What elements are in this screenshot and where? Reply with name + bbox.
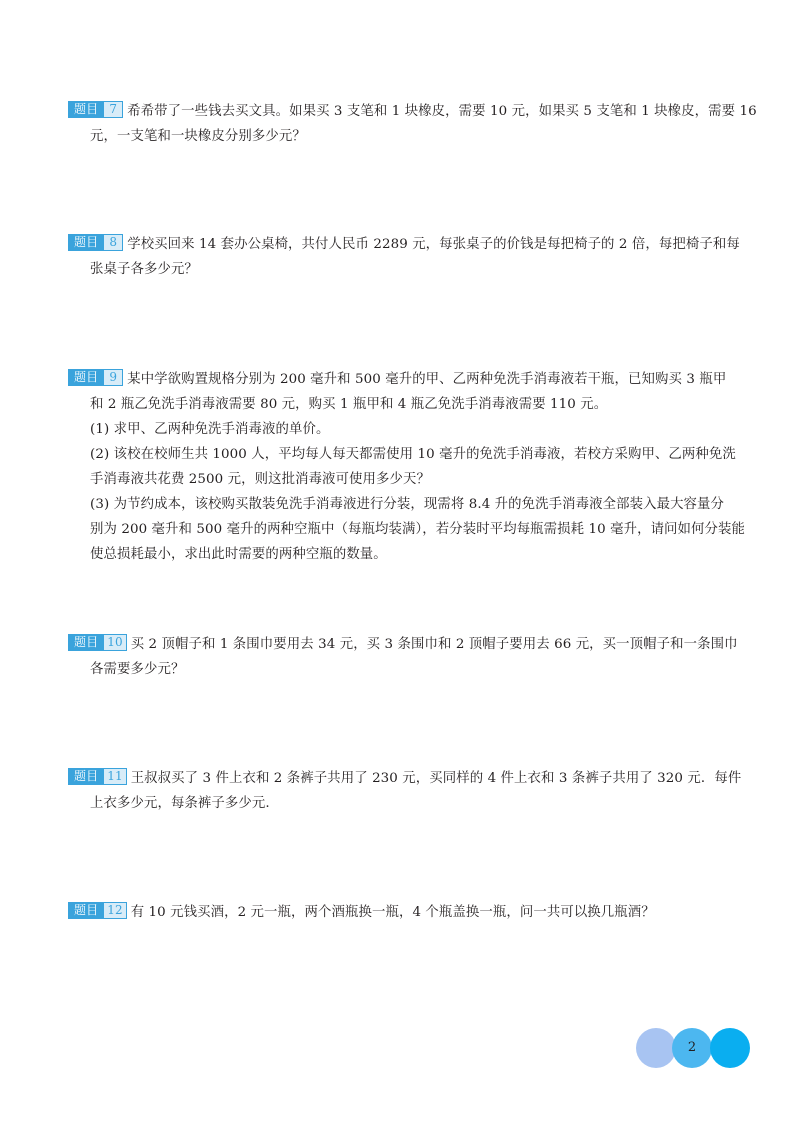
question-10 xyxy=(68,632,738,682)
question-tag-label: 题目 xyxy=(68,369,103,386)
question-number: 7 xyxy=(103,101,123,118)
question-7 xyxy=(68,99,757,149)
question-tag-label: 题目 xyxy=(68,634,103,651)
question-9 xyxy=(68,367,745,567)
question-line: 元，一支笔和一块橡皮分别多少元？ xyxy=(90,129,306,144)
question-line xyxy=(68,367,732,392)
question-text: 王叔叔买了 3 件上衣和 2 条裤子共用了 230 元，买同样的 4 件上衣和 3 条裤子共用了 320 元．每件 xyxy=(130,771,742,786)
sub-question-1: (1) 求甲、乙两种免洗手消毒液的单价。 xyxy=(90,422,330,437)
question-tag-label: 题目 xyxy=(68,101,103,118)
decorative-circle xyxy=(636,1028,676,1068)
decorative-circle xyxy=(710,1028,750,1068)
question-line: 使总损耗最小，求出此时需要的两种空瓶的数量。 xyxy=(90,547,387,562)
question-line: 上衣多少元，每条裤子多少元. xyxy=(90,796,270,811)
question-line xyxy=(68,632,738,657)
page-number-badge xyxy=(636,1028,752,1068)
question-line: 手消毒液共花费 2500 元，则这批消毒液可使用多少天？ xyxy=(90,472,430,487)
question-text: 有 10 元钱买酒，2 元一瓶，两个酒瓶换一瓶，4 个瓶盖换一瓶，问一共可以换几瓶酒？ xyxy=(130,905,655,920)
question-number: 12 xyxy=(103,902,126,919)
sub-question-3: (3) 为节约成本，该校购买散装免洗手消毒液进行分装，现需将 8.4 升的免洗手消毒液全部装入最大容量分 xyxy=(90,497,725,512)
question-number: 10 xyxy=(103,634,126,651)
question-text: 学校买回来 14 套办公桌椅，共付人民币 2289 元，每张桌子的价钱是每把椅子的 2 倍，每把椅子和每 xyxy=(127,237,740,252)
question-8 xyxy=(68,232,740,282)
question-tag xyxy=(68,768,127,785)
question-tag xyxy=(68,234,123,251)
question-number: 9 xyxy=(103,369,123,386)
question-tag xyxy=(68,902,127,919)
question-number: 11 xyxy=(103,768,126,785)
question-line: 别为 200 毫升和 500 毫升的两种空瓶中（每瓶均装满），若分装时平均每瓶需损耗 10 毫升，请问如何分装能 xyxy=(90,522,745,537)
question-line xyxy=(68,232,740,257)
question-tag xyxy=(68,634,127,651)
question-text: 某中学欲购置规格分别为 200 毫升和 500 毫升的甲、乙两种免洗手消毒液若干瓶，已知购买 3 瓶甲 xyxy=(127,372,727,387)
question-line: 和 2 瓶乙免洗手消毒液需要 80 元，购买 1 瓶甲和 4 瓶乙免洗手消毒液需要 110 元。 xyxy=(90,397,608,412)
question-tag-label: 题目 xyxy=(68,768,103,785)
page-number: 2 xyxy=(687,1040,697,1055)
question-tag-label: 题目 xyxy=(68,234,103,251)
question-12 xyxy=(68,900,732,925)
question-tag-label: 题目 xyxy=(68,902,103,919)
question-text: 希希带了一些钱去买文具。如果买 3 支笔和 1 块橡皮，需要 10 元，如果买 5 支笔和 1 块橡皮，需要 16 xyxy=(127,104,757,119)
question-number: 8 xyxy=(103,234,123,251)
question-11 xyxy=(68,766,742,816)
question-line xyxy=(68,900,732,925)
question-line xyxy=(68,766,742,791)
question-line xyxy=(68,99,757,124)
question-line: 各需要多少元？ xyxy=(90,662,185,677)
question-tag xyxy=(68,101,123,118)
sub-question-2: (2) 该校在校师生共 1000 人，平均每人每天都需使用 10 毫升的免洗手消毒液，若校方采购甲、乙两种免洗 xyxy=(90,447,736,462)
question-line: 张桌子各多少元？ xyxy=(90,262,198,277)
question-text: 买 2 顶帽子和 1 条围巾要用去 34 元，买 3 条围巾和 2 顶帽子要用去 66 元，买一顶帽子和一条围巾 xyxy=(130,637,738,652)
question-tag xyxy=(68,369,123,386)
